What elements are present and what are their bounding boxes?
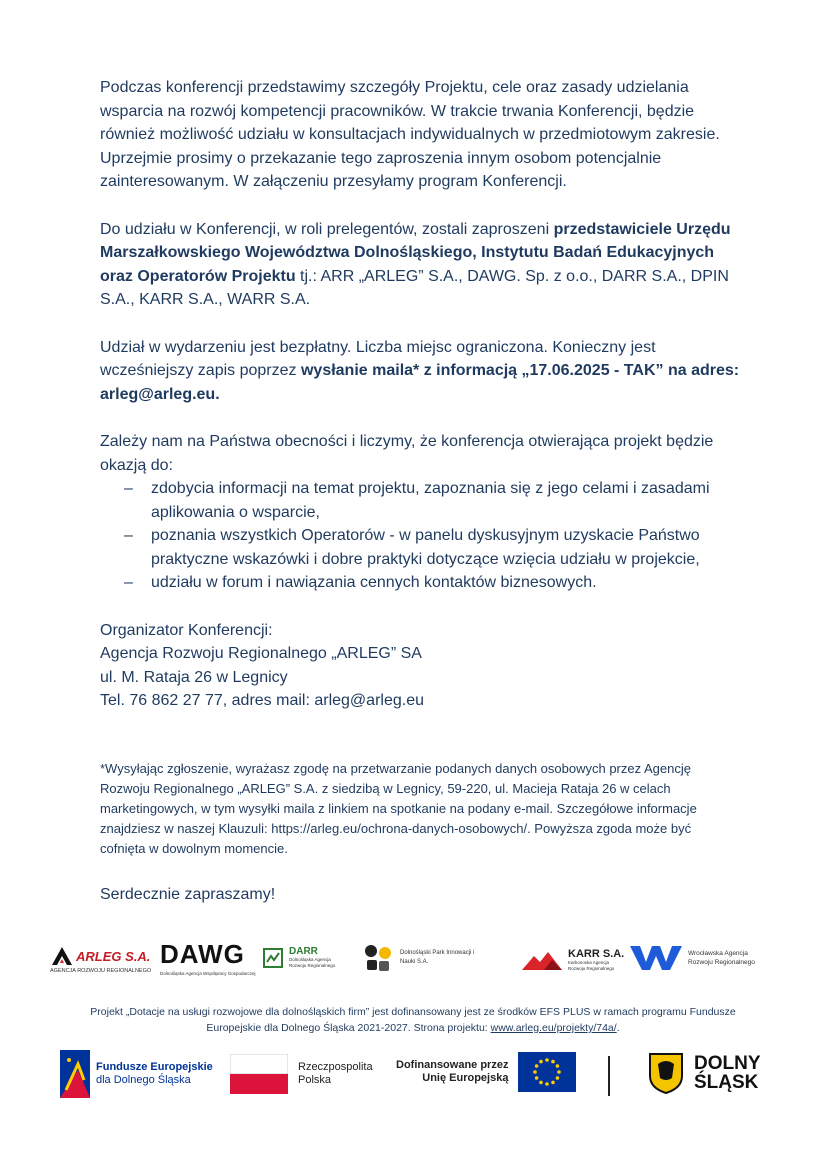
list-item: – poznania wszystkich Operatorów - w panelu dyskusyjnym uzyskacie Państwo praktyczne wskazówki i dobre praktyki dotyczące wzięcia udziału w projekcie, xyxy=(124,527,700,568)
organizer-name: Agencja Rozwoju Regionalnego „ARLEG” SA xyxy=(100,645,422,662)
arleg-mark-icon xyxy=(50,946,74,966)
funding-note: Projekt „Dotacje na usługi rozwojowe dla dolnośląskich firm” jest dofinansowany jest ze środków EFS PLUS w ramach programu Fundusze Europejskie dla Dolnego Śląska 2021-2027. Strona projektu: www.arleg.eu/projekty/74a/. xyxy=(90,1006,736,1034)
polish-flag-icon xyxy=(230,1054,288,1094)
speakers-bold: przedstawiciele Urzędu Marszałkowskiego Województwa Dolnośląskiego, Instytutu Badań Edukacyjnych oraz Operatorów Projektu xyxy=(100,220,731,285)
dpin-logo: Dolnośląski Park Innowacji i Nauki S.A. xyxy=(362,942,480,974)
list-item: – zdobycia informacji na temat projektu, zapoznania się z jego celami i zasadami aplikowania o wsparcie, xyxy=(124,480,710,521)
project-link[interactable]: www.arleg.eu/projekty/74a/ xyxy=(490,1022,617,1034)
closing-line: Serdecznie zapraszamy! xyxy=(100,885,276,903)
dpin-mark-icon xyxy=(362,942,394,974)
fe-flag-icon xyxy=(60,1050,90,1098)
funding-logos xyxy=(60,1048,780,1104)
eu-flag-icon xyxy=(518,1052,576,1092)
list-item: – udziału w forum i nawiązania cennych kontaktów biznesowych. xyxy=(124,574,597,591)
eagle-crest-icon xyxy=(648,1052,684,1094)
intro-paragraph: Podczas konferencji przedstawimy szczegóły Projektu, cele oraz zasady udzielania wsparcia na rozwój kompetencji pracowników. W trakcie trwania Konferencji, będzie również możliwość udziału w konsultacjach indywidualnych w przedmiotowym zakresie. Uprzejmie prosimy o przekazanie tego zaproszenia innym osobom potencjalnie zainteresowanym. W załączeniu przesyłamy program Konferencji. xyxy=(100,79,720,190)
dolny-slask-logo: DOLNY ŚLĄSK xyxy=(648,1052,761,1094)
organizer-address: ul. M. Rataja 26 w Legnicy xyxy=(100,668,288,686)
speakers-paragraph: Do udziału w Konferencji, w roli prelegentów, zostali zaproszeni przedstawiciele Urzędu Marszałkowskiego Województwa Dolnośląskiego, Instytutu Badań Edukacyjnych oraz Operatorów Projektu tj.: ARR „ARLEG” S.A., DAWG. Sp. z o.o., DARR S.A., DPIN S.A., KARR S.A., WARR S.A. xyxy=(100,220,731,308)
logo-divider xyxy=(608,1056,610,1096)
organizer-contact: Tel. 76 862 27 77, adres mail: arleg@arleg.eu xyxy=(100,692,424,709)
eu-logo: Dofinansowane przez Unię Europejską xyxy=(396,1052,576,1092)
arleg-logo: ARLEG S.A. AGENCJA ROZWOJU REGIONALNEGO xyxy=(50,946,151,976)
fe-logo: Fundusze Europejskie dla Dolnego Śląska xyxy=(60,1050,213,1098)
dawg-logo: DAWG Dolnośląska Agencja Współpracy Gospodarczej xyxy=(160,939,256,976)
warr-logo: Wrocławska Agencja Rozwoju Regionalnego xyxy=(630,944,768,972)
benefits-list xyxy=(100,477,740,595)
registration-bold: wysłanie maila* z informacją „17.06.2025 - TAK” na adres: arleg@arleg.eu. xyxy=(100,362,740,403)
organizer-heading: Organizator Konferencji: xyxy=(100,621,273,639)
registration-paragraph: Udział w wydarzeniu jest bezpłatny. Liczba miejsc ograniczona. Konieczny jest wcześniejszy zapis poprzez wysłanie maila* z informacją „17.06.2025 - TAK” na adres: arleg@arleg.eu. xyxy=(100,338,740,403)
consent-note: *Wysyłając zgłoszenie, wyrażasz zgodę na przetwarzanie podanych danych osobowych przez Agencję Rozwoju Regionalnego „ARLEG” S.A. z siedzibą w Legnicy, 59-220, ul. Macieja Rataja 26 w celach marketingowych, w tym wysyłki maila z linkiem na spotkanie na podany e-mail. Szczegółowe informacje znajdziesz w naszej Klauzuli: https://arleg.eu/ochrona-danych-osobowych/. Powyższa zgoda może być cofnięta w dowolnym momencie. xyxy=(100,760,697,856)
letter-body xyxy=(100,76,740,906)
warr-w-icon xyxy=(630,944,682,972)
rp-logo: Rzeczpospolita Polska xyxy=(230,1054,373,1094)
benefits-intro: Zależy nam na Państwa obecności i liczymy, że konferencja otwierająca projekt będzie okazją do: xyxy=(100,433,714,474)
karr-logo: KARR S.A. Karkonoska Agencja Rozwoju Regionalnego xyxy=(522,948,626,972)
operator-logos xyxy=(50,940,780,980)
darr-logo: DARR Dolnośląska Agencja Rozwoju Regionalnego xyxy=(263,946,349,969)
karr-mountain-icon xyxy=(522,950,562,970)
darr-mark-icon xyxy=(263,948,283,968)
